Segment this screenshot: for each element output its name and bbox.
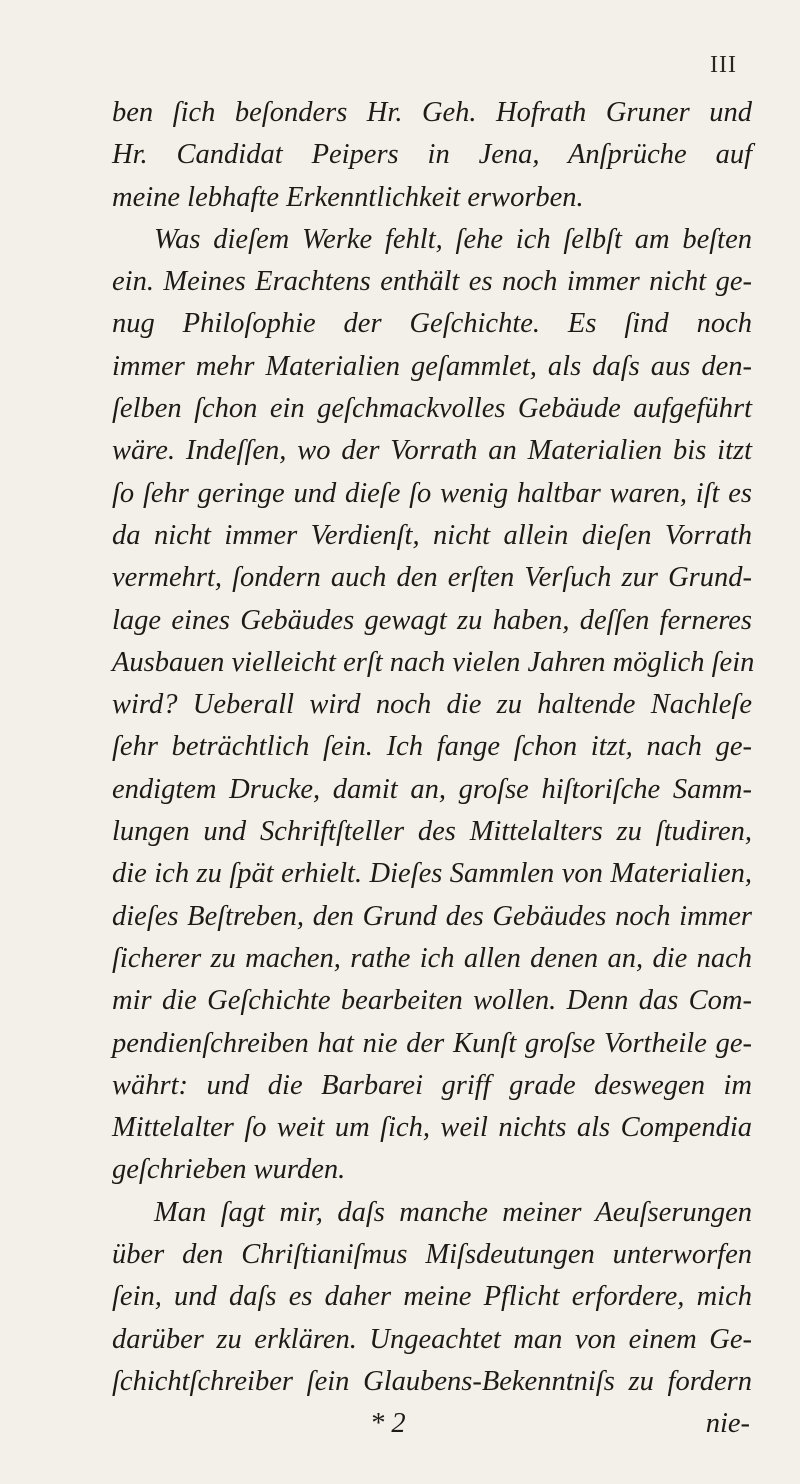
text-line: da nicht immer Verdienſt, nicht allein dieſen Vorrath	[112, 519, 752, 551]
text-line: über den Chriſtianiſmus Miſsdeutungen unterworfen	[112, 1239, 752, 1271]
text-line: ſo ſehr geringe und dieſe ſo wenig haltbar waren, iſt es	[112, 477, 752, 509]
text-line: pendienſchreiben hat nie der Kunſt groſse Vortheile ge-	[112, 1027, 752, 1059]
text-line: währt: und die Barbarei griff grade deswegen im	[112, 1069, 752, 1101]
text-line: mir die Geſchichte bearbeiten wollen. Denn das Com-	[112, 985, 752, 1017]
text-line: ſelben ſchon ein geſchmackvolles Gebäude aufgeführt	[112, 393, 752, 425]
text-line: dieſes Beſtreben, den Grund des Gebäudes noch immer	[112, 900, 752, 932]
text-line: Was dieſem Werke fehlt, ſehe ich ſelbſt am beſten	[154, 223, 752, 255]
text-line: meine lebhafte Erkenntlichkeit erworben.	[112, 181, 584, 213]
text-line: geſchrieben wurden.	[112, 1154, 346, 1186]
text-line: ſehr beträchtlich ſein. Ich fange ſchon itzt, nach ge-	[112, 731, 752, 763]
text-line: immer mehr Materialien geſammlet, als daſs aus den-	[112, 350, 752, 382]
text-line: Hr. Candidat Peipers in Jena, Anſprüche auf	[112, 139, 752, 171]
text-line: darüber zu erklären. Ungeachtet man von einem Ge-	[112, 1323, 752, 1355]
text-line: lage eines Gebäudes gewagt zu haben, deſſen ferneres	[112, 604, 752, 636]
text-line: wäre. Indeſſen, wo der Vorrath an Materialien bis itzt	[112, 435, 752, 467]
text-line: endigtem Drucke, damit an, groſse hiſtoriſche Samm-	[112, 773, 752, 805]
catchword: nie-	[705, 1408, 750, 1440]
text-line: ein. Meines Erachtens enthält es noch immer nicht ge-	[112, 266, 752, 298]
signature-line	[112, 1403, 752, 1445]
text-line: die ich zu ſpät erhielt. Dieſes Sammlen von Materialien,	[112, 858, 752, 890]
text-line: lungen und Schriftſteller des Mittelalters zu ſtudiren,	[112, 816, 752, 848]
text-line: ſein, und daſs es daher meine Pflicht erfordere, mich	[112, 1281, 752, 1313]
text-line: Man ſagt mir, daſs manche meiner Aeuſserungen	[154, 1196, 752, 1228]
text-line: Ausbauen vielleicht erſt nach vielen Jahren möglich ſein	[112, 646, 755, 678]
text-line: wird? Ueberall wird noch die zu haltende Nachleſe	[112, 689, 752, 721]
text-line: ben ſich beſonders Hr. Geh. Hofrath Gruner und	[112, 97, 752, 128]
text-line: ſchichtſchreiber ſein Glaubens-Bekenntniſs zu fordern	[112, 1365, 752, 1397]
signature-mark: * 2	[370, 1408, 406, 1440]
text-line: nug Philoſophie der Geſchichte. Es ſind noch	[112, 308, 752, 340]
page-number: III	[710, 52, 737, 78]
text-line: ſicherer zu machen, rathe ich allen denen an, die nach	[112, 942, 752, 974]
text-line: Mittelalter ſo weit um ſich, weil nichts als Compendia	[112, 1112, 752, 1144]
text-line: vermehrt, ſondern auch den erſten Verſuch zur Grund-	[112, 562, 752, 594]
body-text	[112, 92, 755, 1446]
